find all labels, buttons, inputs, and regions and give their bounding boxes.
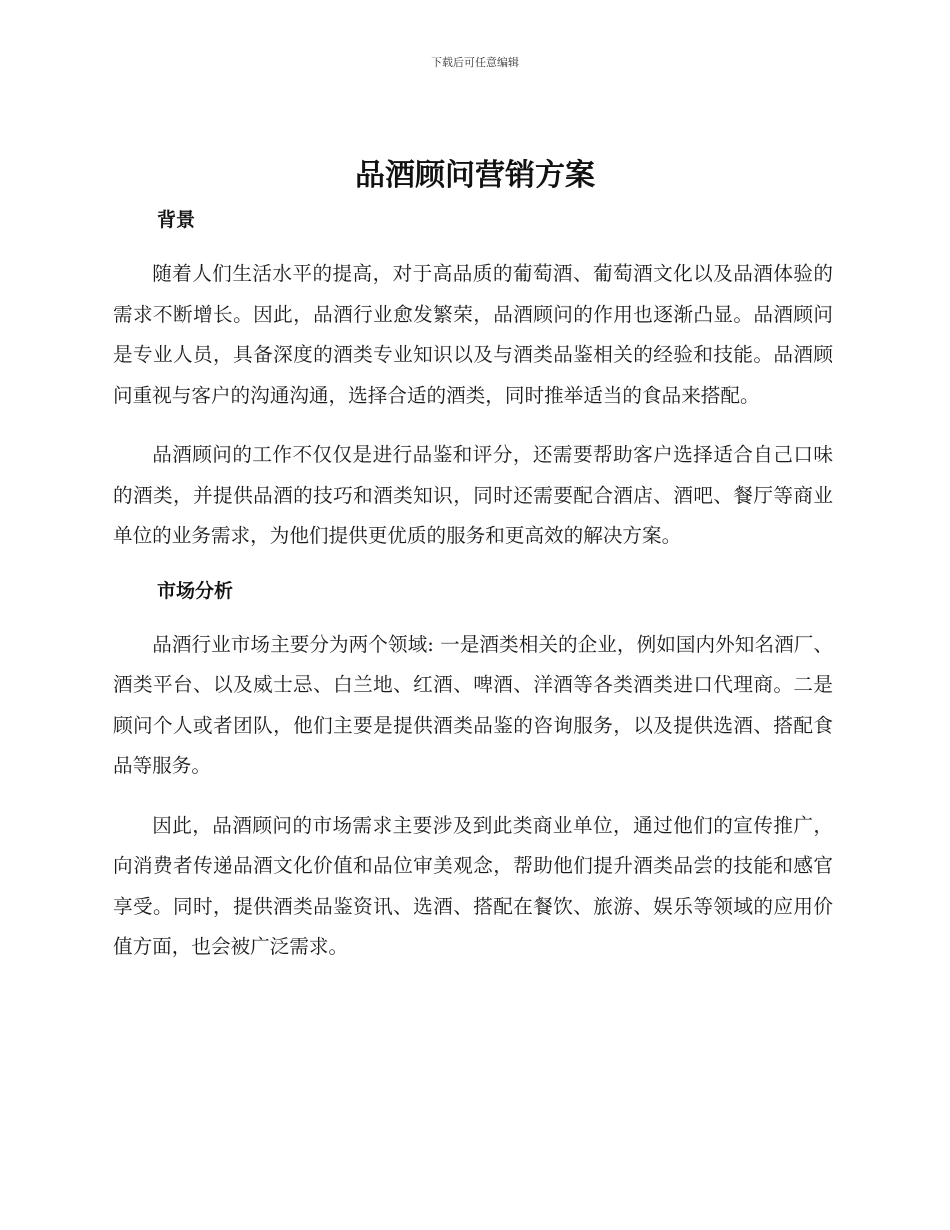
document-title: 品酒顾问营销方案 [355, 158, 595, 193]
paragraph: 品酒顾问的工作不仅仅是进行品鉴和评分，还需要帮助客户选择适合自己口味的酒类，并提供品酒的技巧和酒类知识，同时还需要配合酒店、酒吧、餐厅等商业单位的业务需求，为他们提供更优质的服务和更高效的解决方案。 [113, 443, 833, 547]
section-heading-market-analysis: 市场分析 [157, 579, 234, 602]
section-heading-background: 背景 [157, 209, 196, 231]
paragraph: 品酒行业市场主要分为两个领域: 一是酒类相关的企业，例如国内外知名酒厂、酒类平台、以及威士忌、白兰地、红酒、啤酒、洋酒等各类酒类进口代理商。二是顾问个人或者团队，他们主要是提供酒类品鉴的咨询服务，以及提供选酒、搭配食品等服务。 [113, 632, 833, 777]
header-note: 下载后可任意编辑 [431, 56, 519, 69]
paragraph: 随着人们生活水平的提高，对于高品质的葡萄酒、葡萄酒文化以及品酒体验的需求不断增长。因此，品酒行业愈发繁荣，品酒顾问的作用也逐渐凸显。品酒顾问是专业人员，具备深度的酒类专业知识以及与酒类品鉴相关的经验和技能。品酒顾问重视与客户的沟通沟通，选择合适的酒类，同时推举适当的食品来搭配。 [113, 262, 833, 407]
paragraph: 因此，品酒顾问的市场需求主要涉及到此类商业单位，通过他们的宣传推广，向消费者传递品酒文化价值和品位审美观念，帮助他们提升酒类品尝的技能和感官享受。同时，提供酒类品鉴资讯、选酒、搭配在餐饮、旅游、娱乐等领域的应用价值方面，也会被广泛需求。 [113, 813, 833, 958]
document-body [113, 204, 833, 968]
